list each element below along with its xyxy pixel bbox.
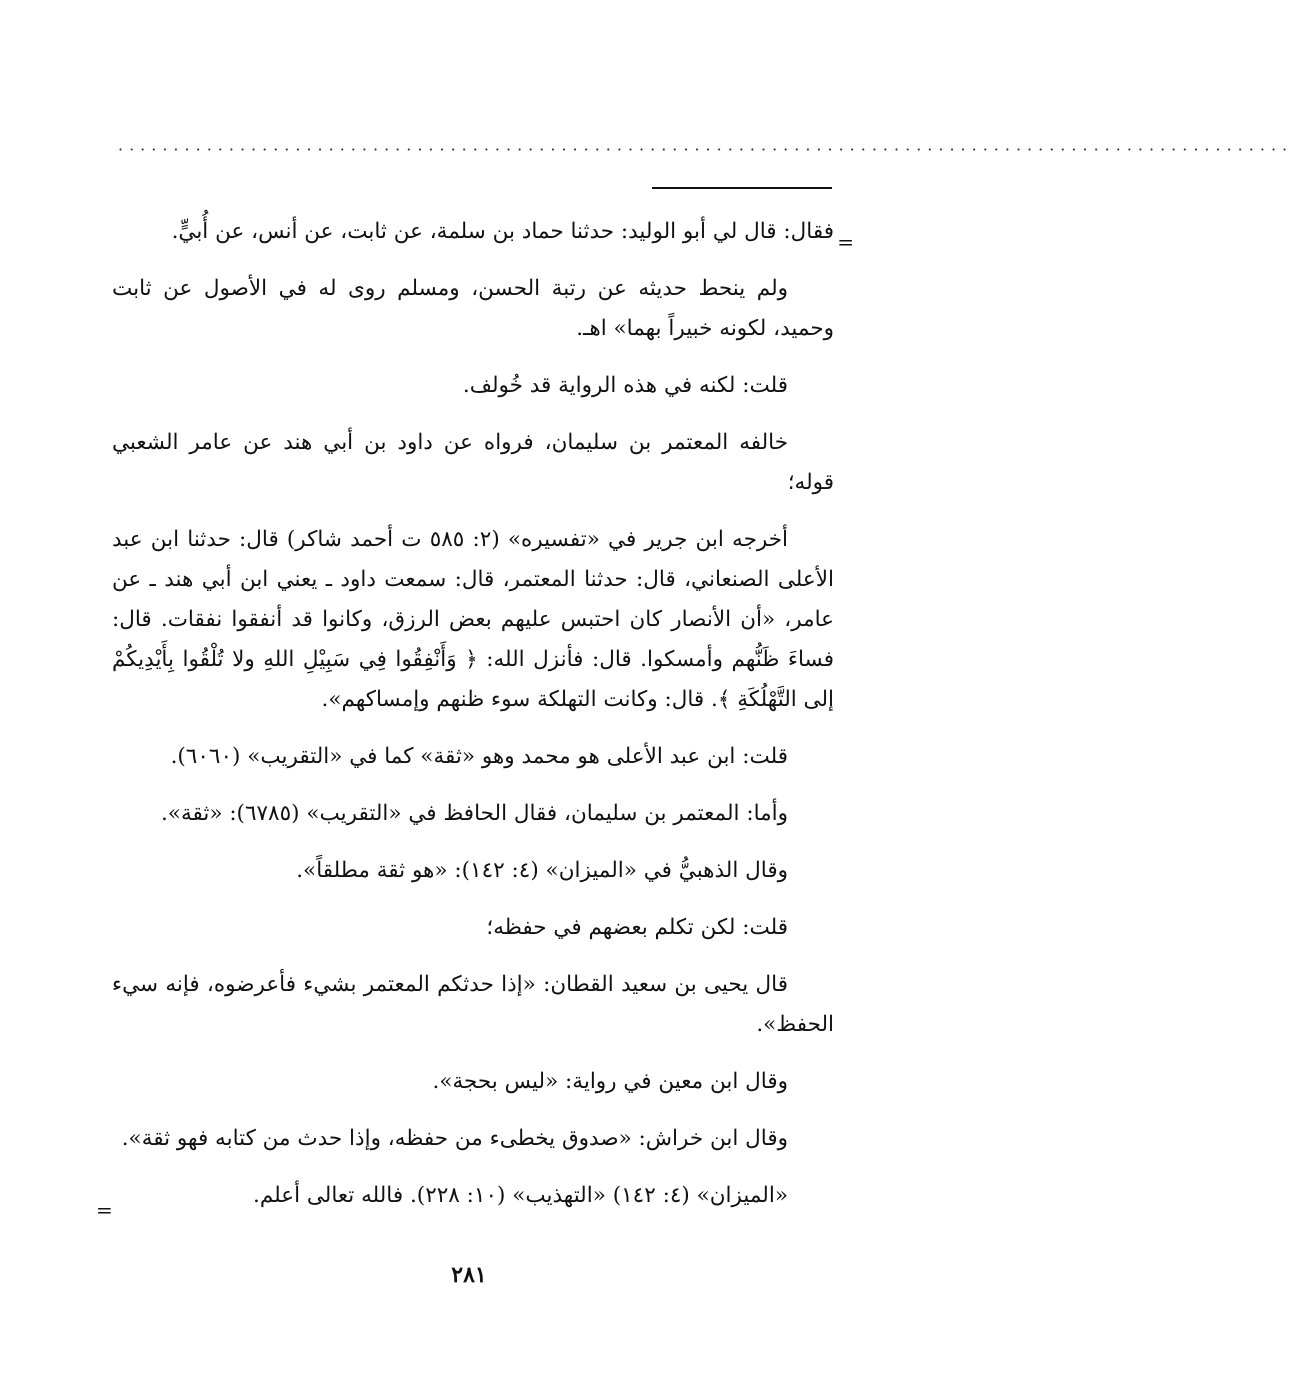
continuation-marker-start: = — [837, 230, 854, 254]
page-number: ٢٨١ — [451, 1262, 487, 1288]
paragraph: وأما: المعتمر بن سليمان، فقال الحافظ في «التقريب» (٦٧٨٥): «ثقة». — [160, 801, 788, 826]
paragraph: قلت: ابن عبد الأعلى هو محمد وهو «ثقة» كما في «التقريب» (٦٠٦٠). — [170, 744, 788, 769]
paragraph: قال يحيى بن سعيد القطان: «إذا حدثكم المعتمر بشيء فأعرضوه، فإنه سيء الحفظ». — [112, 972, 834, 1037]
paragraph: قلت: لكن تكلم بعضهم في حفظه؛ — [486, 915, 788, 940]
paragraph: قلت: لكنه في هذه الرواية قد خُولف. — [462, 373, 788, 398]
footnote-text — [112, 212, 834, 1233]
paragraph: خالفه المعتمر بن سليمان، فرواه عن داود بن أبي هند عن عامر الشعبي قوله؛ — [112, 430, 834, 495]
paragraph: أخرجه ابن جرير في «تفسيره» (٢: ٥٨٥ ت أحمد شاكر) قال: حدثنا ابن عبد الأعلى الصنعاني، قال: حدثنا المعتمر، قال: سمعت داود ـ يعني ابن أبي هند ـ عن عامر، «أن الأنصار كان احتبس عليهم بعض الرزق، وكانوا قد أنفقوا نفقات. قال: فساءَ ظَنُّهم وأمسكوا. قال: فأنزل الله: ﴿ وَأَنْفِقُوا فِي سَبِيْلِ اللهِ ولا تُلْقُوا بِأَيْدِيكُمْ إلى التَّهْلُكَةِ ﴾. قال: وكانت التهلكة سوء ظنهم وإمساكهم». — [112, 527, 834, 712]
paragraph: وقال ابن خراش: «صدوق يخطىء من حفظه، وإذا حدث من كتابه فهو ثقة». — [121, 1126, 788, 1151]
paragraph: وقال الذهبيُّ في «الميزان» (٤: ١٤٢): «هو ثقة مطلقاً». — [296, 858, 788, 883]
footnote-rule — [652, 187, 832, 189]
paragraph: وقال ابن معين في رواية: «ليس بحجة». — [432, 1069, 788, 1094]
continuation-marker-end: = — [96, 1198, 113, 1222]
paragraph: «الميزان» (٤: ١٤٢) «التهذيب» (١٠: ٢٢٨). فالله تعالى أعلم. — [252, 1183, 788, 1208]
paragraph: ولم ينحط حديثه عن رتبة الحسن، ومسلم روى له في الأصول عن ثابت وحميد، لكونه خبيراً بهما» اهـ. — [112, 276, 834, 341]
dotted-separator: ·········································································································· — [118, 140, 1293, 159]
paragraph: فقال: قال لي أبو الوليد: حدثنا حماد بن سلمة، عن ثابت، عن أنس، عن أُبيٍّ. — [171, 219, 834, 244]
